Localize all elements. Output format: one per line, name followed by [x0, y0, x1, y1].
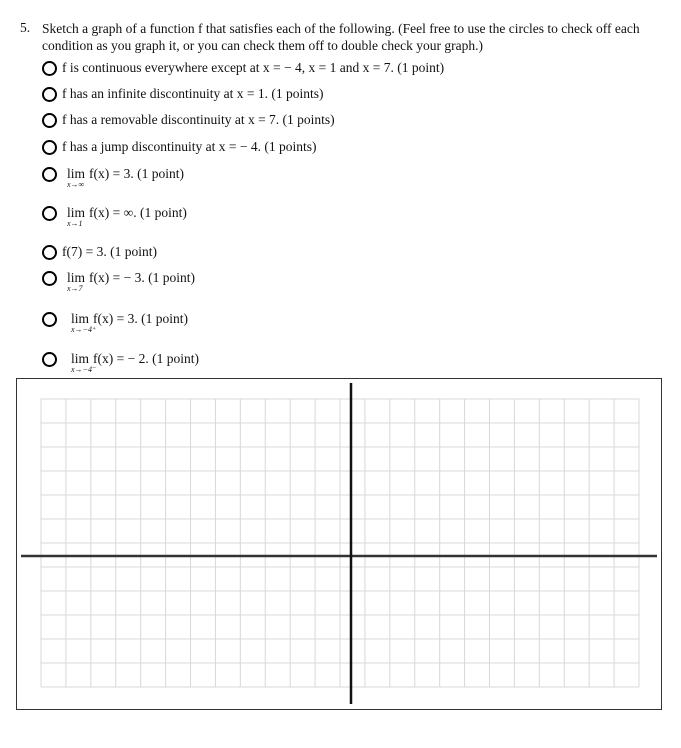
- check-circle-9[interactable]: [42, 312, 57, 327]
- check-circle-6[interactable]: [42, 206, 57, 221]
- check-circle-8[interactable]: [42, 271, 57, 286]
- check-circle-3[interactable]: [42, 113, 57, 128]
- condition-5-text: f(x) = 3. (1 point): [89, 166, 184, 181]
- condition-6: [42, 202, 187, 228]
- condition-4: [42, 136, 316, 158]
- check-circle-1[interactable]: [42, 61, 57, 76]
- check-circle-4[interactable]: [42, 140, 57, 155]
- limit-5: lim x→∞: [67, 166, 86, 189]
- check-circle-10[interactable]: [42, 352, 57, 367]
- limit-10: lim x→−4⁻: [71, 351, 97, 374]
- coordinate-grid[interactable]: [17, 379, 660, 708]
- condition-9-text: f(x) = 3. (1 point): [93, 311, 188, 326]
- condition-8: [42, 267, 195, 293]
- check-circle-7[interactable]: [42, 245, 57, 260]
- check-circle-2[interactable]: [42, 87, 57, 102]
- question-prompt: Sketch a graph of a function f that satisfies each of the following. (Feel free to use the circles to check off each condition as you graph it, or you can check them off to double check your graph.): [42, 21, 640, 53]
- condition-8-text: f(x) = − 3. (1 point): [89, 270, 195, 285]
- condition-6-text: f(x) = ∞. (1 point): [89, 205, 187, 220]
- limit-6: lim x→1: [67, 205, 86, 228]
- question-number: 5.: [20, 20, 31, 35]
- graph-area[interactable]: [16, 378, 662, 710]
- condition-5: [42, 163, 184, 189]
- condition-1: [42, 57, 444, 79]
- condition-2-text: f has an infinite discontinuity at x = 1. (1 points): [62, 86, 324, 101]
- condition-2: [42, 83, 323, 105]
- limit-8: lim x→7: [67, 270, 86, 293]
- condition-7-text: f(7) = 3. (1 point): [62, 244, 157, 259]
- condition-10-text: f(x) = − 2. (1 point): [93, 351, 199, 366]
- condition-9: [42, 308, 188, 334]
- check-circle-5[interactable]: [42, 167, 57, 182]
- limit-9: lim x→−4⁺: [71, 311, 97, 334]
- condition-4-text: f has a jump discontinuity at x = − 4. (1 points): [62, 139, 317, 154]
- condition-10: [42, 348, 199, 374]
- condition-7: [42, 241, 157, 263]
- condition-1-text: f is continuous everywhere except at x = − 4, x = 1 and x = 7. (1 point): [62, 60, 445, 75]
- condition-3-text: f has a removable discontinuity at x = 7. (1 points): [62, 112, 335, 127]
- condition-3: [42, 109, 335, 131]
